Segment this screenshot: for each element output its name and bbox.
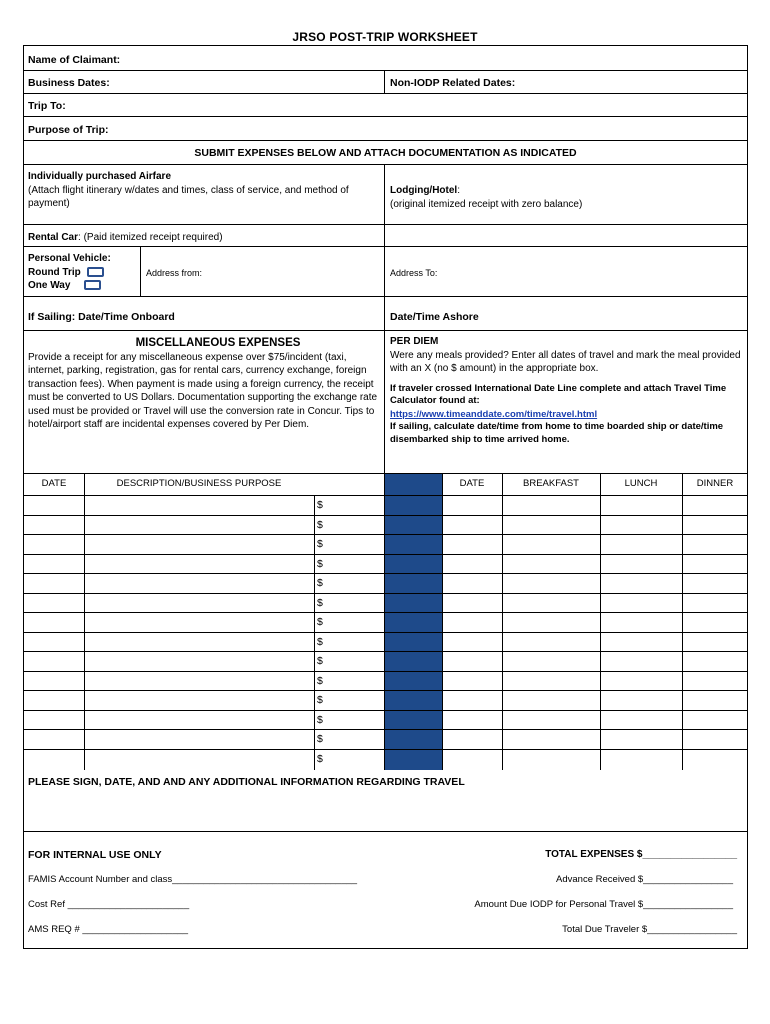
table-row[interactable]	[24, 750, 747, 770]
round-trip-label: Round Trip	[28, 266, 81, 278]
table-row[interactable]	[24, 652, 747, 672]
amount-dollar-sign: $	[317, 733, 323, 745]
total-due-traveler[interactable]: Total Due Traveler $_________________	[562, 924, 737, 935]
address-from-label[interactable]: Address from:	[146, 268, 203, 278]
rental-note: : (Paid itemized receipt required)	[78, 232, 223, 243]
cost-ref[interactable]: Cost Ref _______________________	[28, 899, 190, 910]
amount-dollar-sign: $	[317, 577, 323, 589]
round-trip-checkbox[interactable]	[87, 267, 104, 277]
amount-dollar-sign: $	[317, 752, 323, 765]
amount-dollar-sign: $	[317, 616, 323, 628]
signature-label[interactable]: PLEASE SIGN, DATE, AND AND ANY ADDITIONAL INFORMATION REGARDING TRAVEL	[28, 776, 465, 788]
lodging-colon: :	[457, 185, 460, 196]
header-date: DATE	[41, 478, 67, 489]
table-row[interactable]	[24, 730, 747, 750]
table-row[interactable]	[24, 574, 747, 594]
submit-banner-text: SUBMIT EXPENSES BELOW AND ATTACH DOCUMENTATION AS INDICATED	[194, 147, 577, 159]
amount-dollar-sign: $	[317, 557, 323, 570]
rental-cell[interactable]	[24, 228, 227, 249]
vehicle-options	[24, 249, 140, 298]
table-row[interactable]	[24, 535, 747, 555]
perdiem-idl-note: If traveler crossed International Date Line complete and attach Travel Time Calculator found at:	[390, 382, 727, 406]
one-way-checkbox[interactable]	[84, 280, 101, 290]
ams-req[interactable]: AMS REQ # ____________________	[28, 924, 189, 935]
amount-dollar-sign: $	[317, 674, 323, 687]
internal-use-section	[24, 832, 747, 948]
amount-due-iodp[interactable]: Amount Due IODP for Personal Travel $_________________	[474, 899, 733, 910]
expense-table	[24, 474, 747, 770]
table-row[interactable]	[24, 516, 747, 536]
amount-dollar-sign: $	[317, 538, 323, 550]
purpose-row	[24, 117, 747, 141]
business-dates-label[interactable]: Business Dates:	[28, 77, 110, 89]
non-iodp-dates-label[interactable]: Non-IODP Related Dates:	[390, 77, 516, 89]
perdiem-sailing-note: If sailing, calculate date/time from home to time boarded ship or date/time disembarked ship to time arrived home.	[390, 421, 724, 445]
amount-dollar-sign: $	[317, 518, 323, 531]
total-expenses[interactable]: TOTAL EXPENSES $_________________	[545, 849, 737, 860]
misc-body: Provide a receipt for any miscellaneous expense over $75/incident (taxi, internet, parking, registration, gas for rental cars, currency exchange, foreign transaction fees). When payment is made using a foreign currency, the receipt must be converted to US Dollars. Documentation supporting the exchange rate used must be provided or Travel will use the conversion rate in Concur. Tips to hotel/airport staff are incidental expenses covered by Per Diem.	[28, 351, 378, 430]
submit-banner	[24, 141, 747, 165]
table-row[interactable]	[24, 613, 747, 633]
one-way-label: One Way	[28, 280, 71, 291]
lodging-heading: Lodging/Hotel	[390, 185, 458, 196]
famis-account[interactable]: FAMIS Account Number and class___________________________________	[28, 874, 358, 885]
trip-to-row	[24, 94, 747, 117]
address-to-label[interactable]: Address To:	[390, 268, 438, 278]
time-calculator-link[interactable]: https://www.timeanddate.com/time/travel.html	[390, 408, 598, 420]
internal-heading: FOR INTERNAL USE ONLY	[28, 849, 162, 861]
amount-dollar-sign: $	[317, 713, 323, 726]
header-lunch: LUNCH	[624, 478, 658, 489]
table-row[interactable]	[24, 711, 747, 731]
amount-dollar-sign: $	[317, 655, 323, 667]
table-row[interactable]	[24, 555, 747, 575]
rental-row	[24, 225, 747, 247]
header-description: DESCRIPTION/BUSINESS PURPOSE	[116, 478, 282, 489]
rental-heading: Rental Car	[28, 232, 79, 243]
sailing-row	[24, 297, 747, 331]
airfare-note: (Attach flight itinerary w/dates and times, class of service, and method of payment)	[28, 184, 349, 209]
misc-cell	[24, 332, 384, 474]
page-title: JRSO POST-TRIP WORKSHEET	[292, 30, 478, 44]
claimant-label[interactable]: Name of Claimant:	[28, 54, 121, 66]
airfare-cell[interactable]	[24, 167, 384, 226]
advance-received[interactable]: Advance Received $_________________	[556, 874, 733, 885]
perdiem-cell	[386, 332, 748, 474]
purpose-label[interactable]: Purpose of Trip:	[28, 124, 109, 136]
table-row[interactable]	[24, 691, 747, 711]
amount-dollar-sign: $	[317, 694, 323, 706]
header-dinner: DINNER	[696, 478, 734, 489]
header-breakfast: BREAKFAST	[523, 478, 579, 489]
airfare-heading: Individually purchased Airfare	[28, 171, 172, 182]
airfare-lodging-row	[24, 165, 747, 225]
misc-heading: MISCELLANEOUS EXPENSES	[135, 337, 301, 349]
table-row[interactable]	[24, 496, 747, 516]
sailing-ashore-label[interactable]: Date/Time Ashore	[390, 311, 479, 323]
vehicle-heading: Personal Vehicle:	[28, 253, 111, 264]
worksheet-form	[23, 45, 748, 949]
vehicle-row	[24, 247, 747, 297]
misc-perdiem-row	[24, 331, 747, 474]
amount-dollar-sign: $	[317, 499, 323, 511]
perdiem-heading: PER DIEM	[390, 336, 439, 347]
amount-dollar-sign: $	[317, 596, 323, 609]
amount-dollar-sign: $	[317, 635, 323, 648]
perdiem-body: Were any meals provided? Enter all dates of travel and mark the meal provided with an X (no $ amount) in the appropriate box.	[390, 349, 741, 374]
table-row[interactable]	[24, 633, 747, 653]
claimant-row	[24, 46, 747, 71]
header-pd-date: DATE	[459, 478, 485, 489]
table-row[interactable]	[24, 594, 747, 614]
sailing-onboard-label[interactable]: If Sailing: Date/Time Onboard	[28, 311, 175, 323]
lodging-note: (original itemized receipt with zero balance)	[390, 198, 583, 210]
trip-to-label[interactable]: Trip To:	[28, 100, 66, 112]
dates-row	[24, 71, 747, 94]
signature-row	[24, 770, 747, 832]
table-header-row	[24, 474, 747, 496]
table-row[interactable]	[24, 672, 747, 692]
